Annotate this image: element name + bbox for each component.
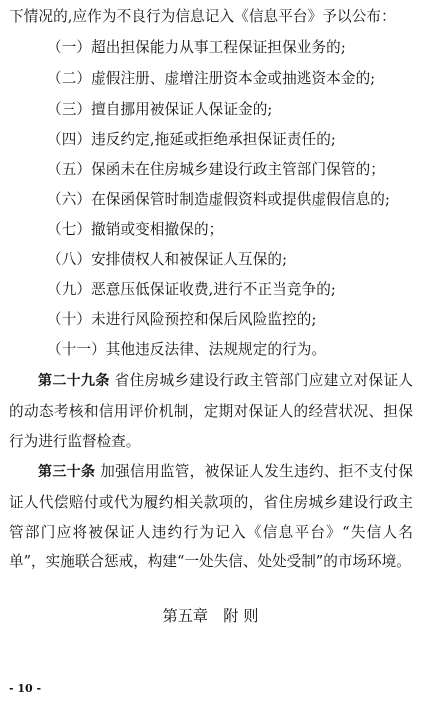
- list-item: （八）安排债权人和被保证人互保的;: [47, 251, 288, 268]
- list-item: （七）撤销或变相撤保的；: [47, 221, 224, 238]
- list-item: （四）违反约定,拖延或拒绝承担保证责任的;: [47, 131, 336, 148]
- article-30-body: 加强信用监管，被保证人发生违约、拒不支付保证人代偿赔付或代为履约相关款项的，省住房城乡建设行政主管部门应将被保证人违约行为记入《信息平台》“失信人名单”，实施联合惩戒，构建“一处失信、处处受制”的市场环境。: [9, 463, 413, 571]
- chapter-title: 第五章 附 则: [162, 607, 259, 625]
- lead-line: 下情况的,应作为不良行为信息记入《信息平台》予以公布：: [9, 8, 396, 25]
- list-item: （一）超出担保能力从事工程保证担保业务的;: [47, 39, 346, 56]
- list-item: （二）虚假注册、虚增注册资本金或抽逃资本金的;: [47, 70, 376, 87]
- article-29-body: 省住房城乡建设行政主管部门应建立对保证人的动态考核和信用评价机制，定期对保证人的经营状况、担保行为进行监督检查。: [9, 372, 413, 450]
- list-item: （十一）其他违反法律、法规规定的行为。: [47, 341, 327, 358]
- article-29-paragraph: [9, 366, 413, 456]
- list-item: （三）擅自挪用被保证人保证金的;: [47, 101, 273, 118]
- list-item: （十）未进行风险预控和保后风险监控的;: [47, 311, 317, 328]
- list-item: （九）恶意压低保证收费,进行不正当竞争的;: [47, 281, 336, 298]
- article-30-heading: 第三十条: [38, 464, 96, 480]
- list-item: （五）保函未在住房城乡建设行政主管部门保管的；: [47, 161, 385, 178]
- article-30-paragraph: [9, 457, 413, 577]
- page-number: - 10 -: [9, 682, 42, 695]
- article-29-heading: 第二十九条: [38, 373, 110, 389]
- list-item: （六）在保函保管时制造虚假资料或提供虚假信息的;: [47, 191, 390, 208]
